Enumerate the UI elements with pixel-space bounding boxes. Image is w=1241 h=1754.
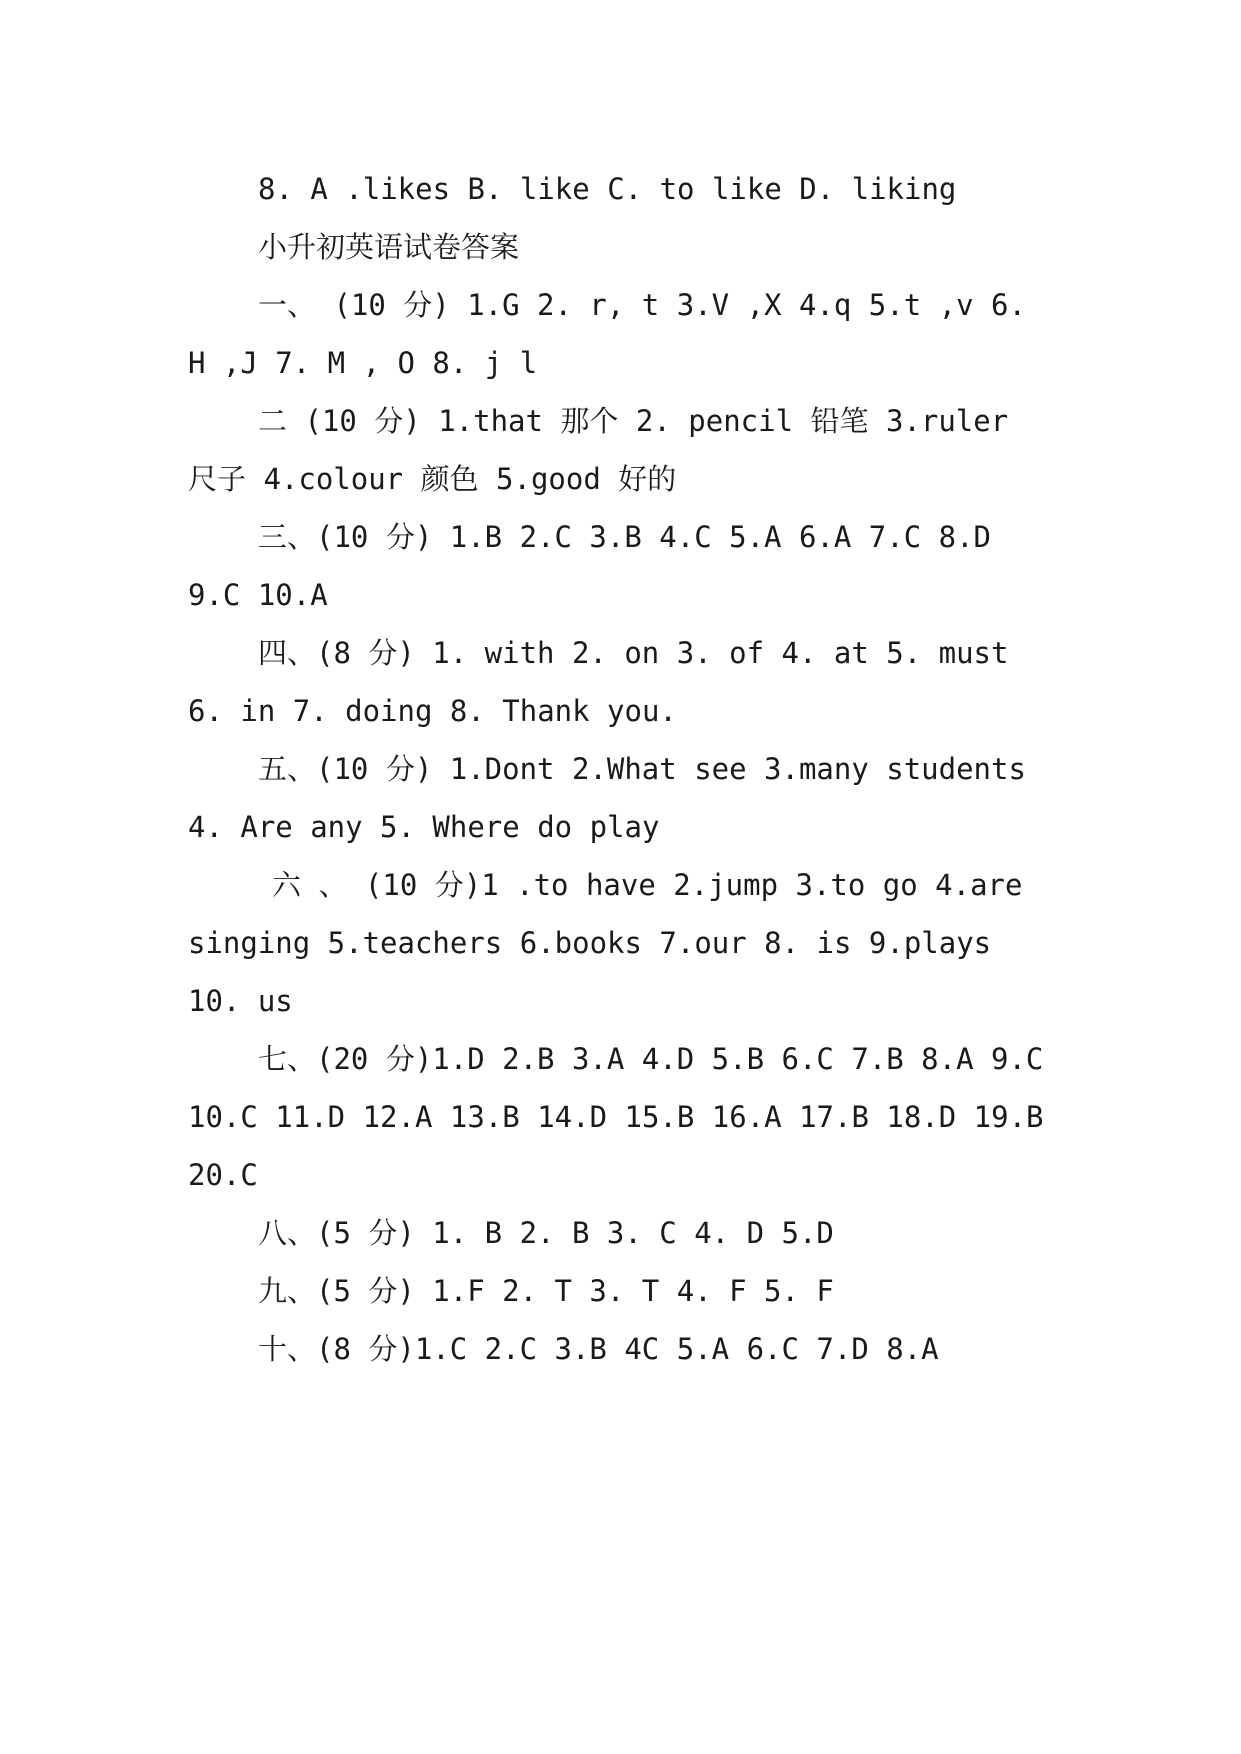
section-10-answers: 十、(8 分)1.C 2.C 3.B 4C 5.A 6.C 7.D 8.A [258,1332,939,1366]
section-9-answers: 九、(5 分) 1.F 2. T 3. T 4. F 5. F [258,1274,834,1308]
section-7-answers: 七、(20 分)1.D 2.B 3.A 4.D 5.B 6.C 7.B 8.A 9.C 10.C 11.D 12.A 13.B 14.D 15.B 16.A 17.B 18.D 19.B 20.C [188,1042,1061,1192]
section-6-answers: 六 、 (10 分)1 .to have 2.jump 3.to go 4.are singing 5.teachers 6.books 7.our 8. is 9.plays 10. us [188,868,1040,1018]
section-4-answers: 四、(8 分) 1. with 2. on 3. of 4. at 5. must 6. in 7. doing 8. Thank you. [188,636,1026,728]
question-8-options: 8. A .likes B. like C. to like D. liking [258,172,957,206]
section-5-answers: 五、(10 分) 1.Dont 2.What see 3.many students 4. Are any 5. Where do play [188,752,1044,844]
section-2-answers: 二 (10 分) 1.that 那个 2. pencil 铅笔 3.ruler 尺子 4.colour 颜色 5.good 好的 [188,404,1026,496]
document-page [188,160,1061,1378]
answer-key-title: 小升初英语试卷答案 [258,230,520,264]
section-1-answers: 一、 (10 分) 1.G 2. r, t 3.V ,X 4.q 5.t ,v 6. H ,J 7. M , O 8. j l [188,288,1044,380]
section-3-answers: 三、(10 分) 1.B 2.C 3.B 4.C 5.A 6.A 7.C 8.D 9.C 10.A [188,520,1009,612]
section-8-answers: 八、(5 分) 1. B 2. B 3. C 4. D 5.D [258,1216,834,1250]
